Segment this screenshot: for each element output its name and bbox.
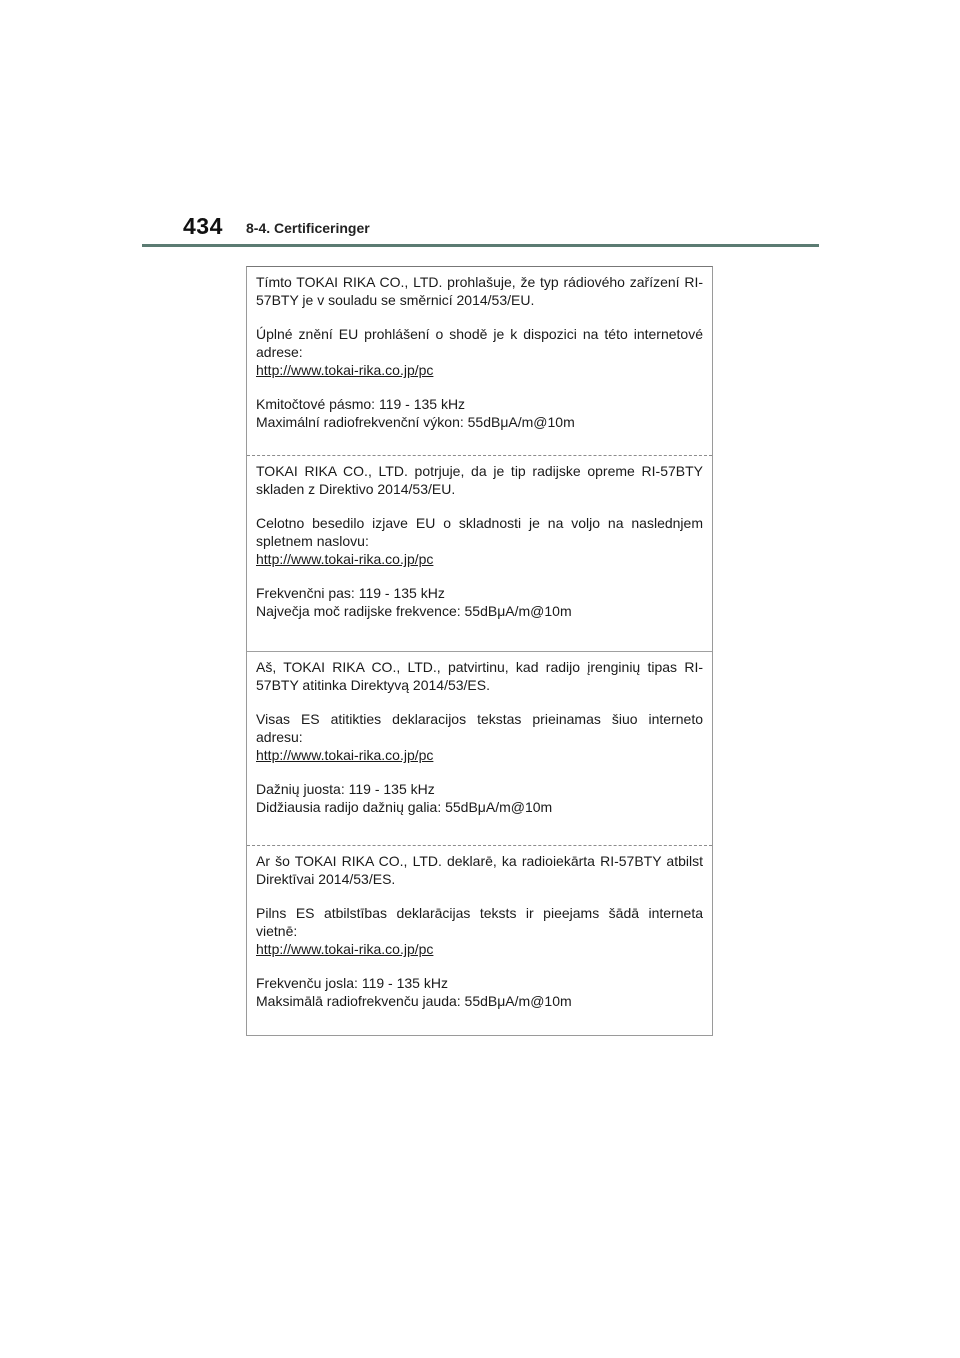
max-power: Maximální radiofrekvenční výkon: 55dBμA/m@10m — [256, 414, 575, 430]
frequency-band: Dažnių juosta: 119 - 135 kHz — [256, 781, 435, 797]
section-title: 8-4. Certificeringer — [246, 220, 370, 236]
frequency-band: Kmitočtové pásmo: 119 - 135 kHz — [256, 396, 466, 412]
declaration-text: Ar šo TOKAI RIKA CO., LTD. deklarē, ka radioiekārta RI-57BTY atbilst Direktīvai 2014/53/ES. — [256, 853, 703, 887]
declaration-section-czech — [247, 267, 712, 455]
declaration-text: TOKAI RIKA CO., LTD. potrjuje, da je tip radijske opreme RI-57BTY skladen z Direktivo 2014/53/EU. — [256, 463, 703, 497]
declaration-url-link[interactable]: http://www.tokai-rika.co.jp/pc — [256, 747, 434, 763]
declaration-section-lithuanian — [247, 651, 712, 845]
full-text-notice: Pilns ES atbilstības deklarācijas teksts ir pieejams šādā interneta vietnē: — [256, 905, 703, 939]
declaration-section-latvian — [247, 845, 712, 1037]
max-power: Maksimālā radiofrekvenču jauda: 55dBμA/m@10m — [256, 993, 572, 1009]
declaration-url-link[interactable]: http://www.tokai-rika.co.jp/pc — [256, 362, 434, 378]
certification-box — [246, 266, 713, 1036]
frequency-band: Frekvenčni pas: 119 - 135 kHz — [256, 585, 445, 601]
header-rule — [142, 244, 819, 247]
declaration-url-link[interactable]: http://www.tokai-rika.co.jp/pc — [256, 941, 434, 957]
declaration-url-link[interactable]: http://www.tokai-rika.co.jp/pc — [256, 551, 434, 567]
full-text-notice: Visas ES atitikties deklaracijos tekstas prieinamas šiuo interneto adresu: — [256, 711, 703, 745]
declaration-text: Tímto TOKAI RIKA CO., LTD. prohlašuje, že typ rádiového zařízení RI-57BTY je v souladu se směrnicí 2014/53/EU. — [256, 274, 703, 308]
frequency-band: Frekvenču josla: 119 - 135 kHz — [256, 975, 448, 991]
max-power: Največja moč radijske frekvence: 55dBμA/m@10m — [256, 603, 572, 619]
declaration-section-slovenian — [247, 455, 712, 651]
full-text-notice: Celotno besedilo izjave EU o skladnosti je na voljo na naslednjem spletnem naslovu: — [256, 515, 703, 549]
max-power: Didžiausia radijo dažnių galia: 55dBμA/m@10m — [256, 799, 553, 815]
page-number: 434 — [183, 213, 223, 239]
declaration-text: Aš, TOKAI RIKA CO., LTD., patvirtinu, kad radijo įrenginių tipas RI-57BTY atitinka Direktyvą 2014/53/ES. — [256, 659, 703, 693]
full-text-notice: Úplné znění EU prohlášení o shodě je k dispozici na této internetové adrese: — [256, 326, 703, 360]
